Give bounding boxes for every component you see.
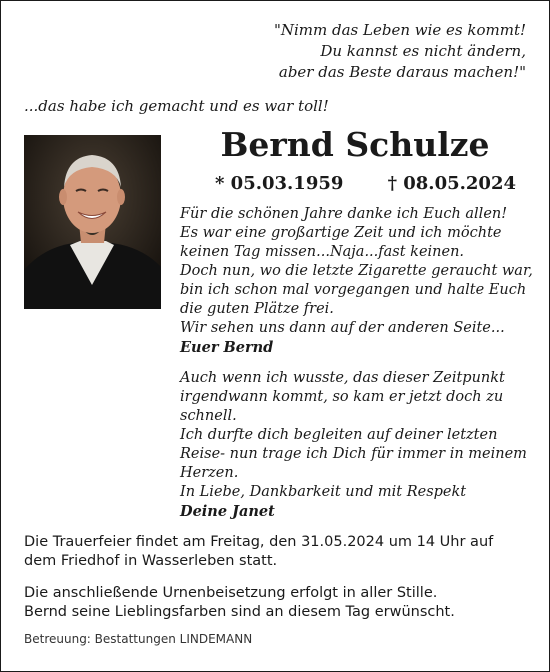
death-date: † 08.05.2024: [387, 173, 516, 194]
quote: [274, 20, 526, 83]
notice-line: Bernd seine Lieblingsfarben sind an diesem Tag erwünscht.: [24, 604, 455, 620]
message-from-deceased: [180, 205, 533, 357]
notice-line: Die anschließende Urnenbeisetzung erfolgt in aller Stille.: [24, 585, 438, 601]
motto: ...das habe ich gemacht und es war toll!: [24, 97, 329, 115]
message-line: Reise- nun trage ich Dich für immer in meinem: [180, 446, 527, 462]
signature: Deine Janet: [180, 503, 275, 520]
signature: Euer Bernd: [180, 339, 274, 356]
message-line: Doch nun, wo die letzte Zigarette geraucht war,: [180, 263, 533, 279]
quote-line: Du kannst es nicht ändern,: [320, 42, 526, 60]
message-line: In Liebe, Dankbarkeit und mit Respekt: [180, 484, 467, 500]
notice-line: Die Trauerfeier findet am Freitag, den 31.05.2024 um 14 Uhr auf: [24, 534, 494, 550]
funeral-notice: [24, 533, 524, 571]
quote-line: "Nimm das Leben wie es kommt!: [273, 21, 526, 39]
portrait-photo: [24, 135, 161, 309]
funeral-home-credit: Betreuung: Bestattungen LINDEMANN: [24, 632, 253, 646]
urn-notice: [24, 584, 524, 622]
message-line: die guten Plätze frei.: [180, 301, 334, 317]
message-line: Herzen.: [180, 465, 239, 481]
notice-line: dem Friedhof in Wasserleben statt.: [24, 553, 278, 569]
birth-date: * 05.03.1959: [215, 173, 344, 194]
message-line: schnell.: [180, 408, 237, 424]
message-line: bin ich schon mal vorgegangen und halte Euch: [180, 282, 527, 298]
message-line: Ich durfte dich begleiten auf deiner letzten: [180, 427, 498, 443]
message-line: irgendwann kommt, so kam er jetzt doch zu: [180, 389, 504, 405]
message-from-partner: [180, 369, 530, 521]
message-line: Für die schönen Jahre danke ich Euch allen!: [180, 206, 508, 222]
message-line: Es war eine großartige Zeit und ich möchte: [180, 225, 502, 241]
deceased-name: Bernd Schulze: [220, 125, 490, 164]
message-line: Auch wenn ich wusste, das dieser Zeitpunkt: [180, 370, 505, 386]
message-line: keinen Tag missen...Naja...fast keinen.: [180, 244, 465, 260]
message-line: Wir sehen uns dann auf der anderen Seite...: [180, 320, 505, 336]
quote-line: aber das Beste daraus machen!": [278, 63, 526, 81]
